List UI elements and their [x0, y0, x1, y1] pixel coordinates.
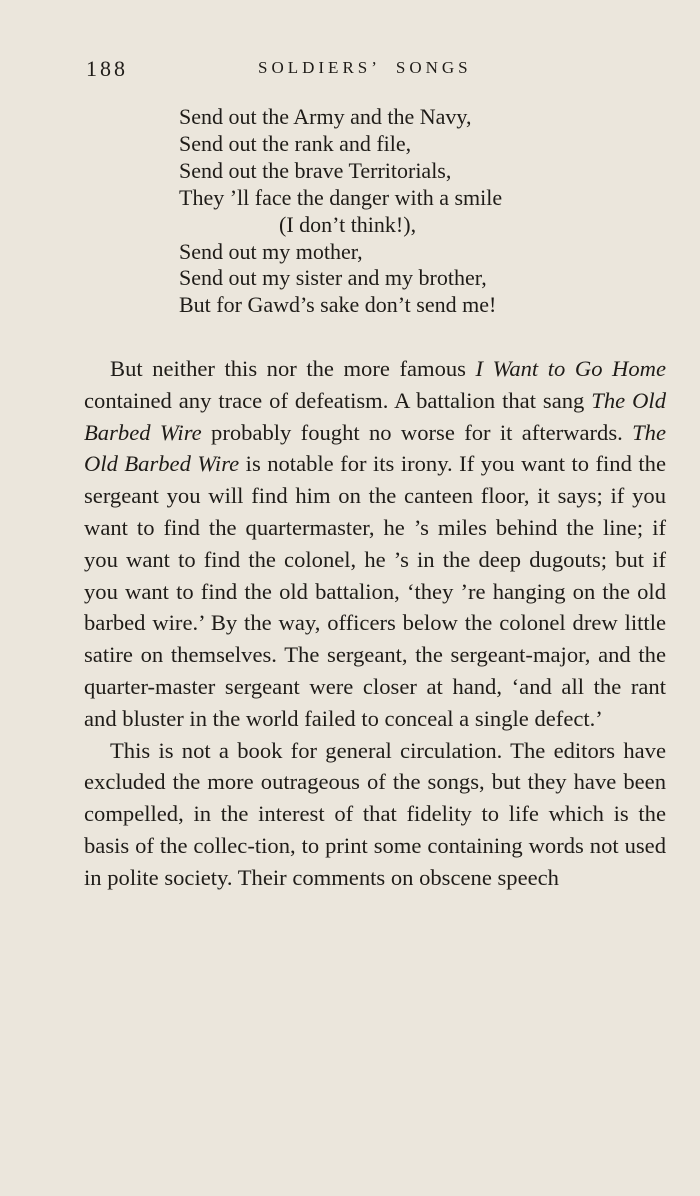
song-verse — [179, 104, 599, 319]
song-title: I Want to Go Home — [475, 356, 666, 381]
verse-line: They ’ll face the danger with a smile — [179, 184, 503, 210]
paragraph-1 — [84, 353, 666, 735]
paragraph-2: This is not a book for general circulation. The editors have excluded the more outrageous of the songs, but they have been compelled, in the interest of that fidelity to life which is the basis of the collec-tion, to print some containing words not used in polite society. Their comments on obscene speech — [84, 737, 666, 890]
song-title: The Old Barbed Wire — [84, 419, 666, 477]
body-text — [84, 353, 666, 894]
verse-line: But for Gawd’s sake don’t send me! — [179, 292, 497, 318]
verse-line: Send out the rank and file, — [179, 130, 412, 156]
verse-line: Send out my sister and my brother, — [179, 265, 487, 291]
verse-line: Send out the brave Territorials, — [179, 157, 452, 183]
text-run: probably fought no worse for it afterwards. — [201, 419, 633, 445]
running-title: SOLDIERS’ SONGS — [258, 58, 472, 77]
verse-line: Send out my mother, — [179, 238, 363, 264]
page-number: 188 — [86, 56, 128, 81]
text-run: But neither this nor the more famous — [110, 356, 476, 381]
page-header — [86, 56, 666, 86]
song-title: The Old Barbed Wire — [84, 387, 667, 445]
text-run: is notable for its irony. If you want to find the sergeant you will find him on the canteen floor, it says; if you want to find the quartermaster, he ’s miles behind the line; if you want to find the colonel, he ’s in the deep dugouts; but if you want to find the old battalion, ‘they ’re hanging on the old barbed wire.’ By the way, officers below the colonel drew little satire on themselves. The sergeant, the sergeant-major, and the quarter-master sergeant were closer at hand, ‘and all the rant and bluster in the world failed to conceal a single defect.’ — [84, 451, 666, 731]
text-run: contained any trace of defeatism. A battalion that sang — [84, 387, 592, 413]
verse-line: (I don’t think!), — [279, 211, 417, 237]
verse-line: Send out the Army and the Navy, — [179, 104, 472, 129]
